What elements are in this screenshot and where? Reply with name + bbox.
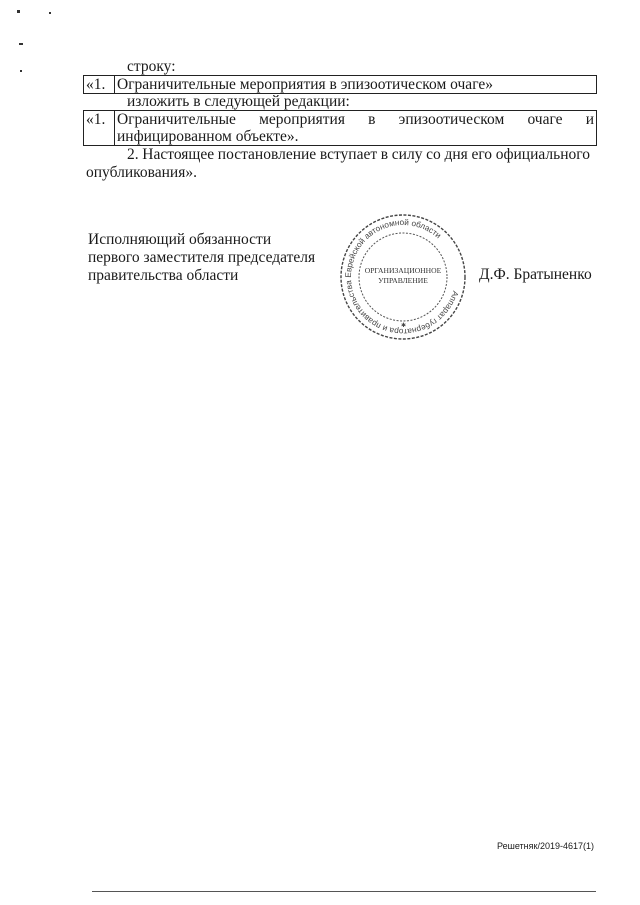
stamp-star-icon: ✱ (401, 323, 407, 329)
new-row-table (83, 110, 597, 146)
official-stamp (338, 212, 468, 342)
new-row-number: «1. (84, 111, 115, 146)
intro-line: строку: (127, 58, 176, 75)
signer-title-line1: Исполняющий обязанности (88, 231, 272, 248)
edit-line: изложить в следующей редакции: (127, 93, 350, 110)
scan-speck (17, 10, 20, 13)
footer-reference-code: Решетняк/2019-4617(1) (497, 841, 594, 851)
signer-name: Д.Ф. Братыненко (479, 266, 592, 283)
scan-speck (49, 12, 51, 14)
signer-title-line2: первого заместителя председателя (88, 249, 316, 266)
old-row-table (83, 75, 597, 94)
stamp-ring-text: Аппарат губернатора и правительства Еврейской автономной области (343, 217, 460, 337)
paragraph-2-line2: опубликования». (86, 164, 197, 181)
new-row-text (115, 111, 597, 146)
new-row-line2: инфицированном объекте». (117, 128, 299, 145)
scan-speck (19, 43, 23, 45)
old-row-text: Ограничительные мероприятия в эпизоотическом очаге» (115, 76, 597, 94)
paragraph-2-line1: 2. Настоящее постановление вступает в силу со дня его официального (127, 146, 590, 163)
signer-title-line3: правительства области (88, 267, 239, 284)
old-row-number: «1. (84, 76, 115, 94)
stamp-center-line1: ОРГАНИЗАЦИОННОЕ (364, 266, 442, 275)
new-row-line1: Ограничительные мероприятия в эпизоотическом очаге и (117, 111, 594, 128)
scan-speck (20, 70, 22, 72)
stamp-center-line2: УПРАВЛЕНИЕ (378, 276, 428, 285)
bottom-rule (92, 891, 596, 892)
